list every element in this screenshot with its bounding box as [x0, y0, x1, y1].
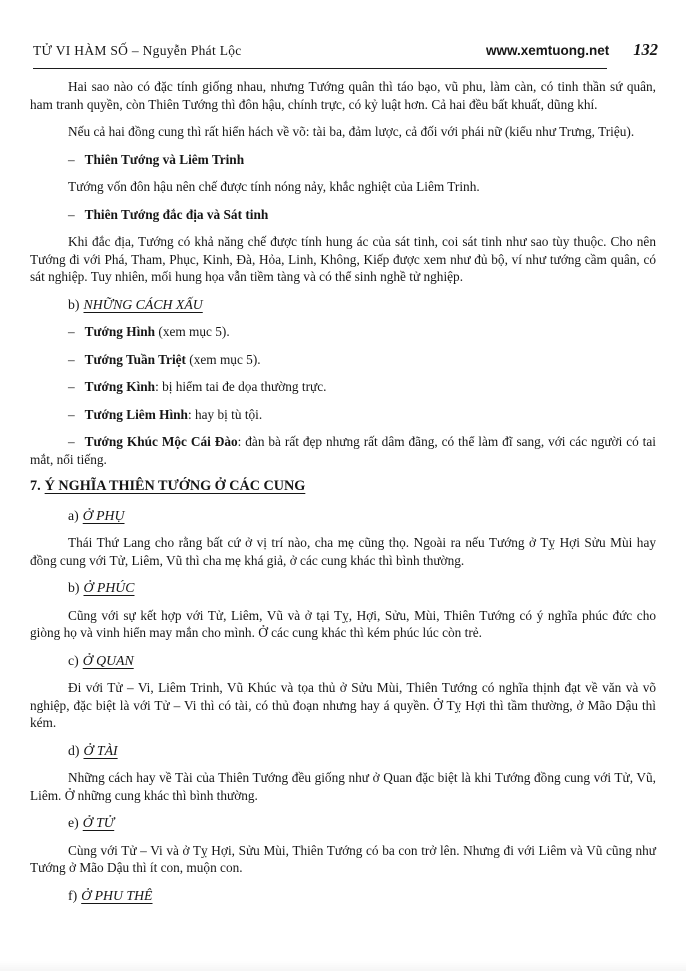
- dash-icon: –: [68, 151, 75, 167]
- subsection-title: Ở TỬ: [82, 815, 115, 830]
- list-item-text: (xem mục 5).: [155, 324, 230, 339]
- list-item-bad-3: [30, 406, 656, 424]
- subsection-prefix: e): [68, 815, 79, 830]
- list-item-bad-2: [30, 378, 656, 396]
- dash-icon: –: [68, 434, 75, 449]
- section-number: 7.: [30, 478, 41, 494]
- paragraph-sat-tinh: Khi đắc địa, Tướng có khả năng chế được tính hung ác của sát tinh, coi sát tinh như sao tùy thuộc. Cho nên Tướng đi với Phá, Tham, Phục, Kinh, Đà, Hỏa, Linh, Không, Kiếp được xem như đủ bộ, ví như tướng cầm quân, có sát nghiệp. Tuy nhiên, mối hung họa vẫn tiềm tàng và có thể sinh nghề tử nghiệp.: [30, 234, 656, 284]
- subsection-prefix: d): [68, 742, 80, 758]
- subsection-heading-f: [30, 887, 656, 905]
- paragraph-intro-1: Hai sao nào có đặc tính giống nhau, nhưng Tướng quân thì táo bạo, vũ phu, làm càn, có tinh thần sứ quân, ham tranh quyền, còn Thiên Tướng thì đôn hậu, chính trực, có kỷ luật hơn. Cả hai đều bất khuất, dũng khí.: [30, 79, 656, 112]
- subsection-heading-c: [30, 652, 656, 670]
- list-item-text: : bị hiểm tai đe dọa thường trực.: [155, 379, 327, 394]
- list-item-text: : đàn bà rất đẹp nhưng rất dâm đãng, có thể làm đĩ sang, với các người có tai mắt, nổi tiếng.: [30, 434, 656, 467]
- page-header: [0, 0, 686, 60]
- dash-icon: –: [68, 406, 75, 422]
- subsection-title: Ở QUAN: [82, 652, 134, 668]
- subsection-heading-bad-cases: [30, 296, 656, 314]
- subsection-prefix: a): [68, 507, 79, 523]
- list-item-bad-0: [30, 323, 656, 341]
- subsection-heading-d: [30, 742, 656, 760]
- subsection-heading-a: [30, 507, 656, 525]
- website-url: www.xemtuong.net: [485, 43, 610, 58]
- paragraph-intro-2: Nếu cả hai đồng cung thì rất hiển hách về võ: tài ba, đảm lược, cả đối với phái nữ (kiểu như Trưng, Triệu).: [68, 124, 635, 139]
- subsection-prefix: b): [68, 580, 80, 595]
- list-item-text: : hay bị tù tội.: [187, 406, 263, 422]
- paragraph-lien-trinh: Tướng vốn đôn hậu nên chế được tính nóng nảy, khắc nghiệt của Liêm Trinh.: [68, 179, 480, 194]
- list-item-lien-trinh: [30, 151, 656, 169]
- subsection-title: Ở PHÚC: [83, 580, 135, 595]
- list-item-label: Tướng Hình: [84, 324, 156, 339]
- dash-icon: –: [68, 324, 75, 339]
- list-item-label: Tướng Kình: [84, 379, 156, 394]
- list-item-label: Thiên Tướng đắc địa và Sát tinh: [84, 206, 269, 222]
- section-heading-7: [30, 478, 656, 496]
- paragraph-a: Thái Thứ Lang cho rằng bất cứ ở vị trí nào, cha mẹ cũng thọ. Ngoài ra nếu Tướng ở Tỵ Hợi Sửu Mùi hay đồng cung với Tử, Liêm, Vũ thì cha mẹ khá giả, ở các cung khác thì bình thường.: [30, 535, 656, 568]
- list-item-label: Thiên Tướng và Liêm Trinh: [84, 151, 245, 167]
- subsection-title: Ở TÀI: [83, 742, 118, 758]
- subsection-title: Ở PHỤ: [82, 507, 125, 523]
- subsection-heading-b: [30, 579, 656, 597]
- subsection-prefix: b): [68, 296, 80, 312]
- dash-icon: –: [68, 206, 75, 222]
- list-item-sat-tinh: [30, 206, 656, 224]
- subsection-title: NHỮNG CÁCH XẤU: [83, 296, 203, 312]
- paragraph-c: Đi với Tử – Vi, Liêm Trinh, Vũ Khúc và tọa thủ ở Sửu Mùi, Thiên Tướng có nghĩa thịnh đạt về văn và võ nghiệp, đặc biệt là với Tử – Vi thì có tài, có thủ đoạn nhưng hay á quyền. Ở Tỵ Hợi thì tầm thường, ở Mão Dậu thì kém.: [30, 680, 656, 730]
- subsection-heading-e: [30, 814, 656, 832]
- paragraph-e: Cùng với Tử – Vi và ở Tỵ Hợi, Sửu Mùi, Thiên Tướng có ba con trở lên. Nhưng đi với Liêm và Vũ cũng như Tướng ở Mão Dậu thì ít con, muộn con.: [30, 842, 656, 875]
- subsection-prefix: c): [68, 652, 79, 668]
- paragraph-b: Cũng với sự kết hợp với Tử, Liêm, Vũ và ở tại Tỵ, Hợi, Sửu, Mùi, Thiên Tướng có ý nghĩa phúc đức cho giòng họ và vinh hiển may mắn cho mình. Ở các cung khác thì kém phúc lúc còn trẻ.: [30, 607, 656, 640]
- paragraph-d: Những cách hay về Tài của Thiên Tướng đều giống như ở Quan đặc biệt là khi Tướng đồng cung với Tử, Vũ, Liêm. Ở những cung khác thì bình thường.: [30, 770, 656, 803]
- dash-icon: –: [68, 379, 75, 394]
- list-item-label: Tướng Liêm Hình: [84, 406, 188, 422]
- subsection-prefix: f): [68, 887, 78, 903]
- page-number: 132: [633, 40, 658, 59]
- list-item-label: Tướng Khúc Mộc Cái Đào: [84, 434, 238, 449]
- list-item-label: Tướng Tuần Triệt: [84, 351, 186, 367]
- subsection-title: Ở PHU THÊ: [81, 887, 153, 903]
- section-title: Ý NGHĨA THIÊN TƯỚNG Ở CÁC CUNG: [44, 478, 306, 494]
- page-body: [0, 69, 686, 904]
- dash-icon: –: [68, 351, 75, 367]
- list-item-bad-1: [30, 351, 656, 369]
- list-item-bad-4: [30, 433, 656, 468]
- list-item-text: (xem mục 5).: [185, 351, 261, 367]
- book-title: TỬ VI HÀM SỐ – Nguyễn Phát Lộc: [33, 43, 242, 58]
